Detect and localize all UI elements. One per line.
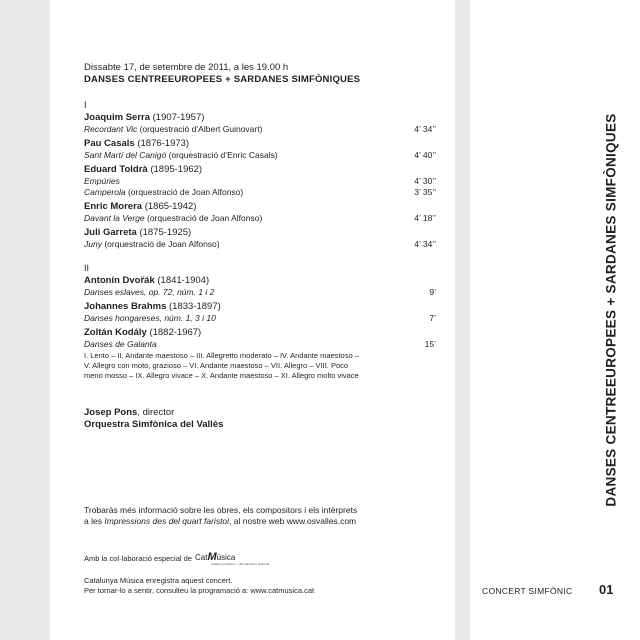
collaboration (84, 552, 269, 567)
composer-line (84, 164, 440, 176)
logo-mark: M (207, 551, 217, 563)
recording-note: Catalunya Música enregistra aquest concert. (84, 576, 233, 585)
work-title: Empúries (84, 176, 120, 186)
page-number: 01 (599, 582, 614, 597)
program-piece (84, 275, 440, 298)
program-piece (84, 201, 440, 224)
composer-line (84, 227, 440, 239)
work-duration: 7’ (429, 313, 436, 323)
composer-years: (1833-1897) (166, 301, 221, 312)
composer-name: Joaquim Serra (84, 112, 150, 123)
concert-title: DANSES CENTREEUROPEES + SARDANES SIMFÒNIQUES (84, 74, 361, 85)
work-row (84, 339, 440, 350)
catmusica-logo (195, 552, 269, 567)
composer-name: Enric Morera (84, 201, 143, 212)
composer-line (84, 301, 440, 313)
performers (84, 407, 440, 431)
work-duration: 4’ 30’’ (414, 176, 436, 186)
page-gutter (455, 0, 470, 640)
work-description (84, 187, 243, 198)
work-note: (orquestració de Joan Alfonso) (144, 213, 263, 223)
work-note: (orquestració d’Albert Guinovart) (137, 124, 263, 134)
work-row (84, 176, 440, 187)
work-description (84, 176, 120, 187)
part-label: II (84, 263, 90, 273)
work-note: (orquestració de Joan Alfonso) (101, 239, 220, 249)
work-title: Davant la Verge (84, 213, 145, 223)
orchestra-line (84, 419, 440, 431)
work-row (84, 313, 440, 324)
vertical-concert-title: DANSES CENTREEUROPEES + SARDANES SIMFÒNIQUES (603, 113, 619, 507)
program-parts (84, 100, 440, 381)
composer-line (84, 112, 440, 124)
part-label: I (84, 100, 87, 110)
program-piece (84, 301, 440, 324)
work-title: Juny (84, 239, 102, 249)
work-title: Sant Martí del Canigó (84, 150, 167, 160)
logo-tagline: Catalunya Música — Broadcasting classical (210, 562, 270, 566)
work-duration: 9’ (429, 287, 436, 297)
work-duration: 4’ 34’’ (414, 239, 436, 249)
composer-years: (1865-1942) (142, 201, 197, 212)
work-duration: 3’ 35’’ (414, 187, 436, 197)
composer-name: Antonín Dvořák (84, 275, 155, 286)
work-description (84, 124, 262, 135)
impressions-link: Impressions des del quart faristol (104, 516, 230, 526)
catalunya-musica-note (84, 576, 314, 596)
work-row (84, 187, 440, 198)
composer-line (84, 327, 440, 339)
work-description (84, 213, 262, 224)
more-info-line2 (84, 516, 424, 527)
work-row (84, 239, 440, 250)
programming-note: Per tornar-lo a sentir, consulteu la programació a: www.catmusica.cat (84, 586, 315, 595)
composer-years: (1907-1957) (150, 112, 205, 123)
work-description (84, 339, 157, 350)
more-info-prefix: a les (84, 516, 105, 526)
work-note: (orquestració de Joan Alfonso) (125, 187, 244, 197)
work-note: (orquestració d’Enric Casals) (166, 150, 278, 160)
composer-years: (1876-1973) (134, 138, 190, 149)
logo-prefix: Cat (194, 553, 208, 562)
work-description (84, 313, 216, 324)
work-description (84, 239, 220, 250)
composer-years: (1875-1925) (136, 227, 192, 238)
work-description (84, 150, 278, 161)
concert-date: Dissabte 17, de setembre de 2011, a les 19.00 h (84, 62, 289, 73)
composer-line (84, 138, 440, 150)
program-content (84, 62, 440, 431)
more-info-line1: Trobaràs més informació sobre les obres, els compositors i els intèrprets (84, 505, 358, 515)
work-description (84, 287, 214, 298)
work-row (84, 287, 440, 298)
work-duration: 4’ 34’’ (414, 124, 436, 134)
work-duration: 4’ 18’’ (414, 213, 436, 223)
work-title: Danses de Galanta (84, 339, 157, 349)
movements-list: I. Lento – II. Andante maestoso – III. Allegretto moderato – IV. Andante maestoso – V. Allegro con moto, grazioso – VI. Andante maestoso – VII. Allegro – VIII. Poco meno mosso – IX. Allegro vivace – X. Andante maestoso – XI. Allegro molto vivace (84, 351, 359, 380)
conductor-role: , director (137, 407, 175, 418)
work-row (84, 150, 440, 161)
work-title: Danses hongareses, núm. 1, 3 i 10 (84, 313, 216, 323)
work-title: Recordant Vic (84, 124, 138, 134)
work-duration: 15’ (424, 339, 436, 349)
composer-name: Pau Casals (84, 138, 135, 149)
work-row (84, 213, 440, 224)
conductor-line (84, 407, 440, 419)
composer-years: (1882-1967) (146, 327, 202, 338)
conductor-name: Josep Pons (84, 407, 138, 418)
work-duration: 4’ 40’’ (414, 150, 436, 160)
composer-name: Juli Garreta (84, 227, 137, 238)
composer-years: (1841-1904) (154, 275, 210, 286)
logo-suffix: úsica (216, 553, 236, 562)
composer-line (84, 201, 440, 213)
composer-name: Eduard Toldrà (84, 164, 148, 175)
program-piece (84, 138, 440, 161)
program-piece (84, 327, 440, 350)
composer-line (84, 275, 440, 287)
program-piece (84, 164, 440, 198)
composer-years: (1895-1962) (147, 164, 203, 175)
footer-label: CONCERT SIMFÒNIC (482, 586, 573, 596)
work-title: Danses eslaves, op. 72, núm. 1 i 2 (84, 287, 215, 297)
program-piece (84, 227, 440, 250)
left-margin (0, 0, 50, 640)
composer-name: Johannes Brahms (84, 301, 167, 312)
orchestra-name: Orquestra Simfònica del Vallès (84, 419, 224, 430)
more-info (84, 505, 424, 527)
work-title: Camperola (84, 187, 126, 197)
composer-name: Zoltán Kodály (84, 327, 147, 338)
program-piece (84, 112, 440, 135)
more-info-suffix: , al nostre web www.osvalles.com (229, 516, 357, 526)
collaboration-text: Amb la col·laboració especial de (84, 554, 192, 564)
work-row (84, 124, 440, 135)
